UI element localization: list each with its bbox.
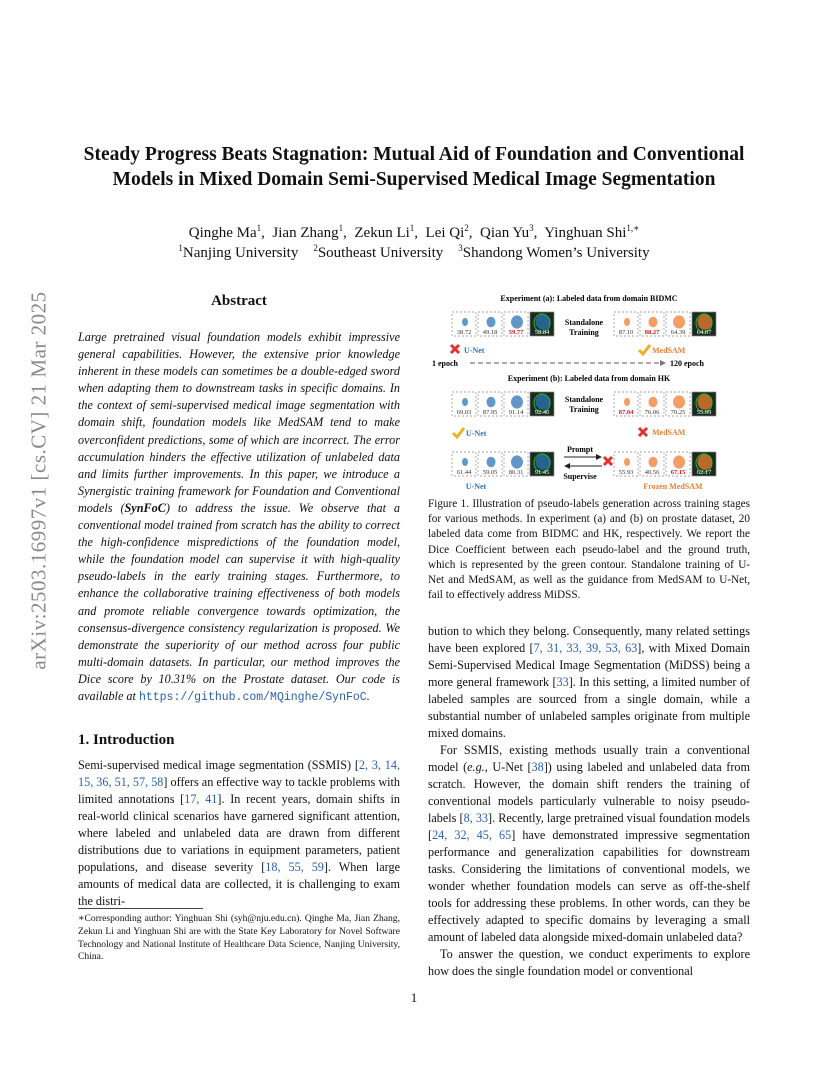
supervise-label: Supervise bbox=[563, 472, 597, 481]
dice-score: 64.39 bbox=[670, 329, 686, 336]
dice-score: 64.07 bbox=[696, 329, 712, 336]
synfoc-name: SynFoC bbox=[124, 500, 166, 515]
citation[interactable]: 33 bbox=[556, 675, 569, 689]
citation[interactable]: 2, 3, 14, 15, 36, 51, 57, 58 bbox=[78, 758, 400, 789]
cross-icon bbox=[639, 428, 647, 436]
author-name: Yinghuan Shi$^{1,∗}$ bbox=[544, 223, 640, 241]
title-line-2: Models in Mixed Domain Semi-Supervised Medical Image Segmentation bbox=[112, 169, 716, 190]
pseudo-label-tile bbox=[692, 452, 716, 476]
affiliation: $^3$Shandong Women’s University bbox=[458, 243, 650, 261]
pseudo-label-tile bbox=[452, 392, 476, 416]
dice-score: 87.10 bbox=[618, 329, 634, 336]
pseudo-label-tile bbox=[452, 452, 476, 476]
code-link[interactable]: https://github.com/MQinghe/SynFoC bbox=[138, 690, 367, 704]
unet-label-b1: U-Net bbox=[466, 429, 487, 438]
epoch-end: 120 epoch bbox=[670, 359, 704, 368]
dice-score: 49.18 bbox=[482, 329, 498, 336]
dice-score: 91.14 bbox=[508, 409, 524, 416]
pseudo-label-tile bbox=[452, 312, 476, 336]
pseudo-label-tile bbox=[640, 312, 664, 336]
footnote: ∗Corresponding author: Yinghuan Shi (syh@nju.edu.cn). Qinghe Ma, Jian Zhang, Zekun Li and Yinghuan Shi are with the State Key Laboratory for Novel Software Technology and National Institute of Healthcare Data Science, Nanjing University, China. bbox=[78, 913, 400, 963]
exp-b-title: Experiment (b): Labeled data from domain HK bbox=[507, 374, 671, 383]
affiliation: $^1$Nanjing University bbox=[178, 243, 299, 261]
dice-score: 87.04 bbox=[618, 409, 634, 416]
dice-score: 38.72 bbox=[456, 329, 472, 336]
dice-score: 80.31 bbox=[508, 469, 524, 476]
affiliation: $^2$Southeast University bbox=[313, 243, 444, 261]
pseudo-label-tile bbox=[640, 392, 664, 416]
abstract-heading: Abstract bbox=[211, 293, 267, 309]
dice-score: 59.77 bbox=[508, 329, 524, 336]
author-name: Lei Qi$^2$ bbox=[425, 223, 469, 241]
pseudo-label-tile bbox=[504, 392, 528, 416]
medsam-label-b1: MedSAM bbox=[652, 428, 686, 437]
page-number: 1 bbox=[410, 990, 418, 1005]
pseudo-label-tile bbox=[530, 312, 554, 336]
pseudo-label-tile bbox=[504, 312, 528, 336]
citation[interactable]: 24, 32, 45, 65 bbox=[432, 828, 512, 842]
dice-score: 87.95 bbox=[482, 409, 498, 416]
affiliation-list bbox=[60, 238, 768, 263]
prompt-label: Prompt bbox=[566, 445, 594, 454]
svg-text:Training: Training bbox=[569, 328, 599, 337]
paragraph: For SSMIS, existing methods usually train a conventional model (e.g., U-Net [38]) using labeled and unlabeled data from scratch. However, the domain shift renders the training of conventional models particularly vulnerable to noisy pseudo-labels [8, 33]. Recently, large pretrained visual foundation models [24, 32, 45, 65] have demonstrated impressive segmentation performance and generalization capabilities for downstream tasks. Considering the limitations of conventional models, we wonder whether foundation models can serve as off-the-shelf tools for addressing these problems. In other words, can they be effectively adapted to specific domains by leveraging a small amount of labeled data alongside mixed-domain unlabeled data? bbox=[428, 743, 750, 944]
pseudo-label-tile bbox=[530, 452, 554, 476]
pseudo-label-tile bbox=[666, 452, 690, 476]
citation[interactable]: 7, 31, 33, 39, 53, 63 bbox=[533, 641, 638, 655]
dice-score: 88.27 bbox=[644, 329, 660, 336]
frozen-medsam-label: Frozen MedSAM bbox=[643, 482, 703, 491]
dice-score: 55.99 bbox=[696, 409, 712, 416]
abstract-text: Large pretrained visual foundation models exhibit impressive general capabilities. However, the extensive prior knowledge inherent in these models can sometimes be a double-edged sword when adapting them to downstream tasks in specific domains. In the context of semi-supervised medical image segmentation with domain shift, foundation models like MedSAM tend to make overconfident predictions, some of which are incorrect. The error accumulation hinders the effective utilization of unlabeled data and limits further improvements. In this paper, we introduce a Synergistic training framework for Foundation and Conventional models (SynFoC) to address the issue. We observe that a conventional model trained from scratch has the ability to correct the high-confidence mispredictions of the foundation model, while the foundation model can supervise it with high-quality pseudo-labels in the early training stages. Furthermore, to enhance the collaborative training effectiveness of both models and promote reliable convergence towards optimization, the consensus-divergence consistency regularization is proposed. We demonstrate the superiority of our method across four public multi-domain datasets. In particular, our method improves the Dice score by 10.31% on the Prostate dataset. Our code is available at https://github.com/MQinghe/SynFoC. bbox=[78, 330, 400, 704]
dice-score: 92.40 bbox=[534, 409, 550, 416]
paragraph: bution to which they belong. Consequently, many related settings have been explored [7, 31, 33, 39, 53, 63], with Mixed Domain Semi-Supervised Medical Image Segmentation (MiDSS) being a more general framework [33]. In this setting, a limited number of labeled samples are sourced from a single domain, while a substantial number of unlabeled samples originate from multiple mixed domains. bbox=[428, 624, 750, 740]
citation[interactable]: 17, 41 bbox=[184, 792, 218, 806]
unet-label-b2: U-Net bbox=[465, 482, 487, 491]
dice-score: 69.03 bbox=[456, 409, 472, 416]
check-icon bbox=[453, 428, 464, 437]
epoch-start: 1 epoch bbox=[432, 359, 458, 368]
citation[interactable]: 8, 33 bbox=[463, 811, 489, 825]
dice-score: 62.17 bbox=[696, 469, 712, 476]
author-name: Jian Zhang$^1$ bbox=[272, 223, 344, 241]
right-column-text bbox=[428, 623, 750, 980]
pseudo-label-tile bbox=[478, 392, 502, 416]
svg-text:Training: Training bbox=[569, 405, 599, 414]
figure-1 bbox=[428, 290, 750, 495]
citation[interactable]: 38 bbox=[531, 760, 544, 774]
medsam-label-a: MedSAM bbox=[652, 346, 686, 355]
dice-score: 61.44 bbox=[456, 469, 472, 476]
author-name: Zekun Li$^1$ bbox=[354, 223, 415, 241]
pseudo-label-tile bbox=[666, 392, 690, 416]
pseudo-label-tile bbox=[478, 452, 502, 476]
pseudo-label-tile bbox=[640, 452, 664, 476]
exp-a-title: Experiment (a): Labeled data from domain BIDMC bbox=[500, 294, 678, 303]
author-list: Qinghe Ma$^1$, Jian Zhang$^1$, Zekun Li$^1$, Lei Qi$^2$, Qian Yu$^3$, Yinghuan Shi$^{1,∗}$ bbox=[188, 223, 640, 241]
intro-paragraph: Semi-supervised medical image segmentation (SSMIS) [2, 3, 14, 15, 36, 51, 57, 58] offers an effective way to tackle problems with limited annotations [17, 41]. In recent years, domain shifts in real-world clinical scenarios have garnered significant attention, where labeled and unlabeled data are drawn from different distributions due to variations in equipment parameters, patient populations, and disease severity [18, 55, 59]. When large amounts of medical data are collected, it is challenging to exam the distri- bbox=[78, 758, 400, 908]
dice-score: 40.56 bbox=[644, 469, 660, 476]
dice-score: 91.45 bbox=[534, 469, 550, 476]
dice-score: 58.84 bbox=[534, 329, 550, 336]
pseudo-label-tile bbox=[692, 392, 716, 416]
section-heading-introduction: 1. Introduction bbox=[78, 732, 175, 748]
dice-score: 67.15 bbox=[670, 469, 686, 476]
svg-text:Standalone: Standalone bbox=[564, 395, 604, 404]
figure-caption: Figure 1. Illustration of pseudo-labels generation across training stages for various methods. In experiment (a) and (b) on prostate dataset, 20 labeled data come from BIDMC and HK, respectively. We report the Dice Coefficient between each pseudo-label and the ground truth, which is represented by the green contour. Standalone training of U-Net and MedSAM, as well as the guidance from MedSAM to U-Net, fail to effectively address MiDSS. bbox=[428, 498, 750, 602]
pseudo-label-tile bbox=[478, 312, 502, 336]
pseudo-label-tile bbox=[666, 312, 690, 336]
cross-icon bbox=[604, 457, 612, 465]
unet-label-a: U-Net bbox=[464, 346, 485, 355]
paper-title bbox=[60, 142, 768, 192]
standalone-label-a: Standalone bbox=[564, 318, 604, 327]
cross-icon bbox=[451, 345, 459, 353]
author-name: Qinghe Ma$^1$ bbox=[188, 223, 262, 241]
footnote-divider bbox=[78, 908, 203, 909]
pseudo-label-tile bbox=[614, 392, 638, 416]
pseudo-label-tile bbox=[692, 312, 716, 336]
pseudo-label-tile bbox=[504, 452, 528, 476]
dice-score: 70.25 bbox=[670, 409, 686, 416]
paragraph: To answer the question, we conduct experiments to explore how does the single foundation model or conventional bbox=[428, 947, 750, 978]
check-icon bbox=[639, 345, 650, 354]
pseudo-label-tile bbox=[530, 392, 554, 416]
arxiv-identifier: arXiv:2503.16997v1 [cs.CV] 21 Mar 2025 bbox=[26, 290, 51, 670]
pseudo-label-tile bbox=[614, 312, 638, 336]
dice-score: 55.93 bbox=[618, 469, 634, 476]
title-line-1: Steady Progress Beats Stagnation: Mutual Aid of Foundation and Conventional bbox=[83, 144, 745, 165]
author-name: Qian Yu$^3$ bbox=[480, 223, 534, 241]
pseudo-label-tile bbox=[614, 452, 638, 476]
dice-score: 59.05 bbox=[482, 469, 498, 476]
citation[interactable]: 18, 55, 59 bbox=[265, 860, 324, 874]
dice-score: 76.06 bbox=[644, 409, 660, 416]
